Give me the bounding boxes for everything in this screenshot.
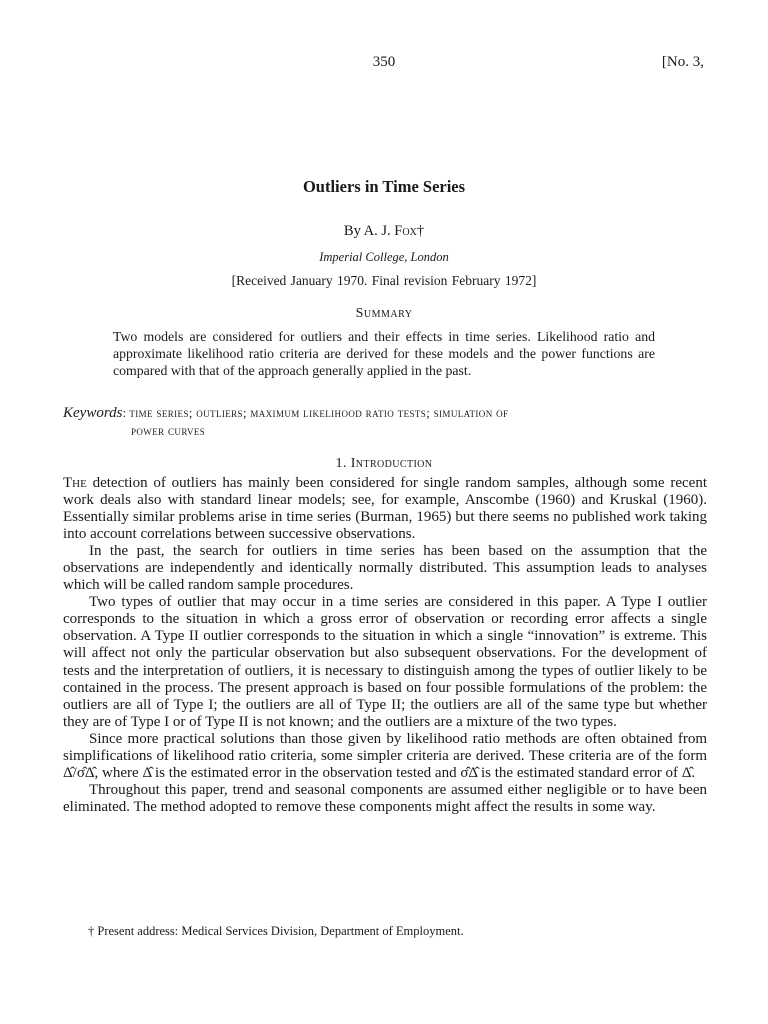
keywords-line-2 (63, 422, 705, 440)
author-prefix: By A. J. (343, 223, 395, 239)
keywords (63, 404, 705, 440)
received-dates: [Received January 1970. Final revision February 1972] (231, 273, 537, 288)
author-name: Fox (394, 223, 417, 239)
keywords-line-1 (63, 404, 705, 422)
footnote: † Present address: Medical Services Division, Department of Employment. (88, 924, 464, 938)
page-number: 350 (372, 54, 396, 70)
paragraph-1-text: detection of outliers has mainly been considered for single random samples, although some recent work deals also with standard linear models; see, for example, Anscombe (1960) and Kruskal (1960). Essentially similar problems arise in time series (Burman, 1965) but there seems no published work taking into account correlations between successive observations. (63, 475, 707, 543)
paragraph-4: Since more practical solutions than those given by likelihood ratio methods are often obtained from simplifications of likelihood ratio criteria, some simpler criteria are derived. These criteria are of the form Δ̂/σ̂Δ̂, where Δ̂ is the estimated error in the observation tested and σ̂Δ̂ is the estimated standard error of Δ̂. (63, 730, 707, 781)
paragraph-5: Throughout this paper, trend and seasonal components are assumed either negligible or to have been eliminated. The method adopted to remove these components might affect the results in some way. (63, 781, 707, 815)
keywords-colon: : (122, 405, 130, 420)
author-dagger: † (416, 223, 425, 239)
affiliation: Imperial College, London (319, 250, 449, 264)
issue-number: [No. 3, (661, 54, 704, 70)
summary-heading: Summary (355, 306, 413, 321)
author-line (0, 223, 768, 240)
paper-title: Outliers in Time Series (302, 177, 466, 196)
body-text (63, 475, 707, 816)
page-header (0, 54, 768, 76)
paragraph-1 (63, 475, 707, 543)
summary-text: Two models are considered for outliers and their effects in time series. Likelihood ratio and approximate likelihood ratio criteria are derived for these models and the power functions are compared with that of the approach generally applied in the past. (113, 329, 655, 378)
keywords-text-2: power curves (131, 424, 206, 438)
paragraph-1-lead: The (63, 475, 87, 491)
paragraph-2: In the past, the search for outliers in time series has been based on the assumption that the observations are independently and identically normally distributed. This assumption leads to analyses which will be called random sample procedures. (63, 543, 707, 594)
section-heading: 1. Introduction (335, 456, 433, 471)
keywords-text-1: time series; outliers; maximum likelihood ratio tests; simulation of (129, 406, 509, 420)
paragraph-3: Two types of outlier that may occur in a time series are considered in this paper. A Type I outlier corresponds to the situation in which a gross error of observation or recording error affects a single observation. A Type II outlier corresponds to the situation in which a single “innovation” is extreme. This will affect not only the particular observation but also subsequent observations. For the development of tests and the interpretation of outliers, it is necessary to distinguish among the types of outlier likely to be contained in the process. The present approach is based on four possible formulations of the problem: the outliers are all of Type I; the outliers are all of Type II; the outliers are all of the same type but whether they are of Type I or of Type II is not known; and the outliers are a mixture of the two types. (63, 594, 707, 730)
keywords-label: Keywords (63, 405, 123, 421)
